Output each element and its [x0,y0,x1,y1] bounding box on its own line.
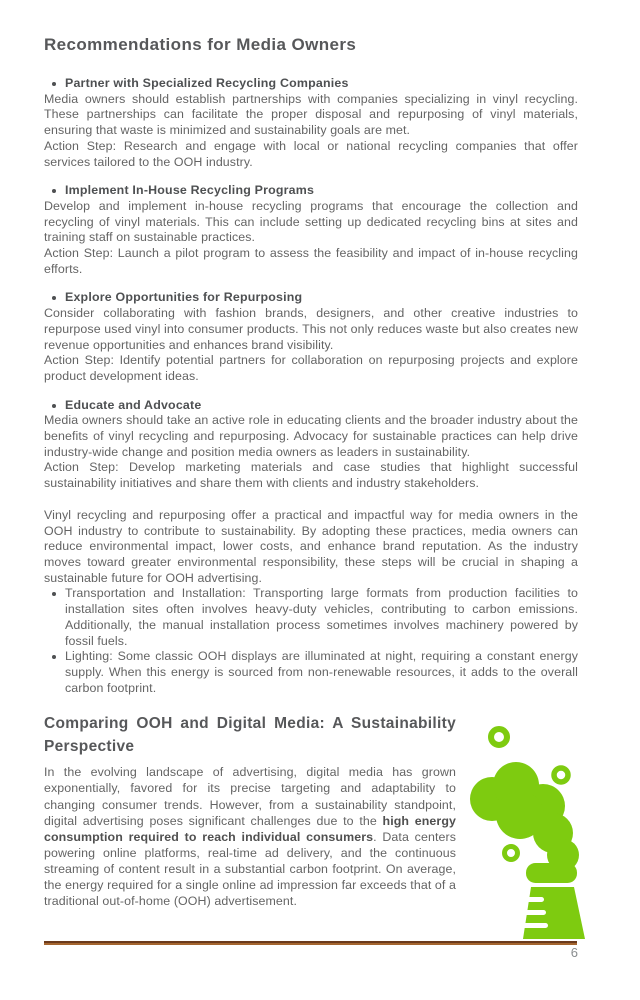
list-item [44,586,578,649]
list-item [44,76,578,170]
summary-paragraph: Vinyl recycling and repurposing offer a practical and impactful way for media owners in the OOH industry to contribute to sustainability. By adopting these practices, media owners can reduce environmental impact, lower costs, and enhance brand reputation. As the industry moves toward greater environmental responsibility, these steps will be crucial in shaping a sustainable future for OOH advertising. [44,507,578,585]
item-body: Consider collaborating with fashion brands, designers, and other creative industries to repurpose used vinyl into consumer products. This not only reduces waste but also creates new revenue opportunities and enhances brand visibility. [44,306,578,352]
item-action-step: Action Step: Launch a pilot program to assess the feasibility and impact of in-house recycling efforts. [44,246,578,276]
item-action-step: Action Step: Identify potential partners for collaboration on repurposing projects and explore product development ideas. [44,353,578,383]
bullet-heading [44,76,578,92]
list-item [44,290,578,384]
item-body: Media owners should establish partnerships with companies specializing in vinyl recycling. These partnerships can facilitate the proper disposal and repurposing of vinyl materials, ensuring that waste is minimized and sustainability goals are met. [44,91,578,138]
item-body: Media owners should take an active role in educating clients and the broader industry about the benefits of vinyl recycling and repurposing. Advocacy for sustainable practices can help drive industry-wide change and position media owners as leaders in sustainability. [44,413,578,459]
page-number: 6 [570,945,578,960]
paragraph-text: In the evolving landscape of advertising, digital media has grown exponentially, favored for its precise targeting and adaptability to changing consumer trends. However, from a sustainability standpoint, digital advertising poses significant challenges due to the [44,765,456,828]
bullet-heading [44,290,578,306]
section-title: Comparing OOH and Digital Media: A Sustainability Perspective [44,715,456,756]
smokestack-icon [460,712,600,942]
bullet-icon [52,189,56,193]
bullet-heading [44,398,578,414]
footnote-text: Lighting: Some classic OOH displays are illuminated at night, requiring a constant energy supply. When this energy is sourced from non-renewable resources, it adds to the overall carbon footprint. [65,649,578,695]
bullet-icon [52,592,56,596]
list-item [44,398,578,492]
list-item [44,183,578,277]
paragraph-text: . Data centers powering online platforms, real-time ad delivery, and the continuous streaming of content result in a substantial carbon footprint. On average, the energy required for a single online ad impression far exceeds that of a traditional out-of-home (OOH) advertisement. [44,829,456,909]
list-item [44,649,578,696]
comparing-paragraph [44,764,456,909]
comparing-section [44,712,456,909]
bullet-heading-label: Explore Opportunities for Repurposing [65,290,303,305]
item-action-step: Action Step: Research and engage with local or national recycling companies that offer services tailored to the OOH industry. [44,138,578,169]
bullet-icon [52,655,56,659]
item-action-step: Action Step: Develop marketing materials and case studies that highlight successful sustainability initiatives and share them with clients and industry stakeholders. [44,460,578,491]
bullet-icon [52,82,56,86]
bold-emphasis-text: high energy consumption required to reach individual consumers [44,813,456,844]
bullet-heading [44,183,578,199]
bullet-heading-label: Implement In-House Recycling Programs [65,183,315,198]
bullet-icon [52,404,56,408]
page-title: Recommendations for Media Owners [44,35,357,54]
bullet-heading-label: Partner with Specialized Recycling Companies [65,76,349,90]
bullet-heading-label: Educate and Advocate [65,397,202,412]
footnote-text: Transportation and Installation: Transporting large formats from production facilities to installation sites often involves heavy-duty vehicles, contributing to carbon emissions. Additionally, the manual installation process sometimes involves machinery powered by fossil fuels. [65,586,578,648]
bullet-icon [52,296,56,300]
item-body: Develop and implement in-house recycling programs that encourage the collection and recycling of vinyl materials. This can include setting up dedicated recycling bins at sites and training staff on sustainable practices. [44,198,578,245]
